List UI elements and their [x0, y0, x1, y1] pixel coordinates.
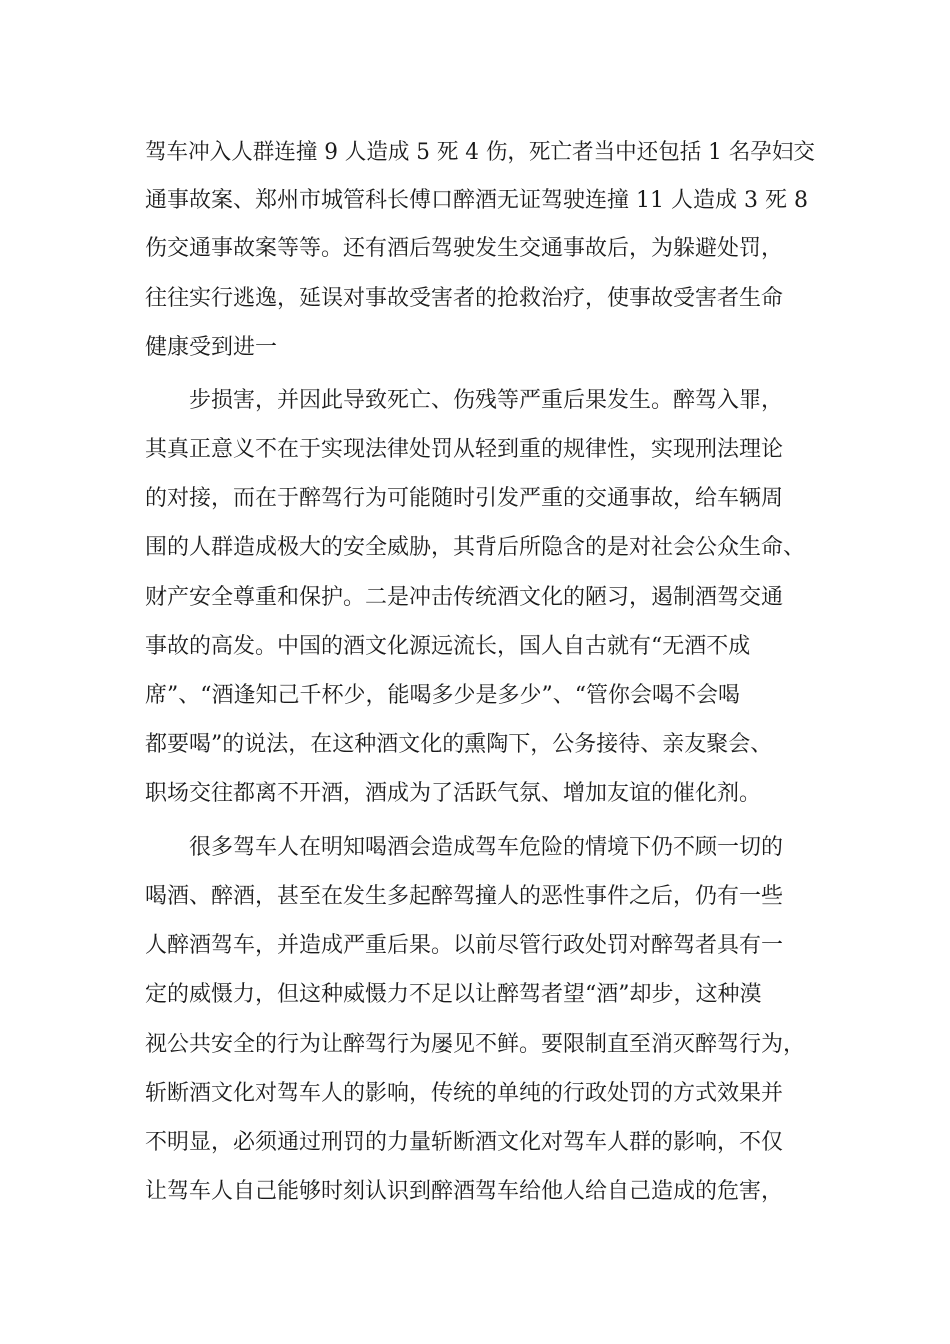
paragraph-2-line-1: 步损害，并因此导致死亡、伤残等严重后果发生。醉驾入罪，: [189, 388, 784, 413]
paragraph-2-line-3: 的对接，而在于醉驾行为可能随时引发严重的交通事故，给车辆周: [145, 486, 784, 511]
paragraph-3-line-5: 视公共安全的行为让醉驾行为屡见不鲜。要限制直至消灭醉驾行为，: [145, 1032, 806, 1057]
paragraph-2-line-8: 都要喝”的说法，在这种酒文化的熏陶下，公务接待、亲友聚会、: [145, 732, 773, 757]
paragraph-3-line-8: 让驾车人自己能够时刻认识到醉酒驾车给他人给自己造成的危害，: [145, 1179, 784, 1204]
paragraph-2-line-9: 职场交往都离不开酒，酒成为了活跃气氛、增加友谊的催化剂。: [145, 781, 762, 806]
paragraph-1-line-2: 通事故案、郑州市城管科长傅口醉酒无证驾驶连撞 11 人造成 3 死 8: [145, 188, 808, 213]
paragraph-2-line-7: 席”、“酒逢知己千杯少，能喝多少是多少”、“管你会喝不会喝: [145, 683, 740, 708]
paragraph-1-line-1: 驾车冲入人群连撞 9 人造成 5 死 4 伤，死亡者当中还包括 1 名孕妇交: [145, 140, 815, 165]
paragraph-3-line-4: 定的威慑力，但这种威慑力不足以让醉驾者望“酒”却步，这种漠: [145, 982, 762, 1007]
paragraph-2-line-6: 事故的高发。中国的酒文化源远流长，国人自古就有“无酒不成: [145, 634, 751, 659]
paragraph-1-line-5: 健康受到进一: [145, 335, 278, 360]
paragraph-2-line-5: 财产安全尊重和保护。二是冲击传统酒文化的陋习，遏制酒驾交通: [145, 585, 784, 610]
paragraph-3-line-6: 斩断酒文化对驾车人的影响，传统的单纯的行政处罚的方式效果并: [145, 1081, 784, 1106]
paragraph-2-line-2: 其真正意义不在于实现法律处罚从轻到重的规律性，实现刑法理论: [145, 437, 784, 462]
paragraph-2-line-4: 围的人群造成极大的安全威胁，其背后所隐含的是对社会公众生命、: [145, 535, 806, 560]
paragraph-1-line-3: 伤交通事故案等等。还有酒后驾驶发生交通事故后，为躲避处罚，: [145, 236, 784, 261]
paragraph-1-line-4: 往往实行逃逸，延误对事故受害者的抢救治疗，使事故受害者生命: [145, 286, 784, 311]
paragraph-3-line-2: 喝酒、醉酒，甚至在发生多起醉驾撞人的恶性事件之后，仍有一些: [145, 884, 784, 909]
paragraph-3-line-1: 很多驾车人在明知喝酒会造成驾车危险的情境下仍不顾一切的: [189, 835, 784, 860]
paragraph-3-line-7: 不明显，必须通过刑罚的力量斩断酒文化对驾车人群的影响，不仅: [145, 1130, 784, 1155]
paragraph-3-line-3: 人醉酒驾车，并造成严重后果。以前尽管行政处罚对醉驾者具有一: [145, 933, 784, 958]
